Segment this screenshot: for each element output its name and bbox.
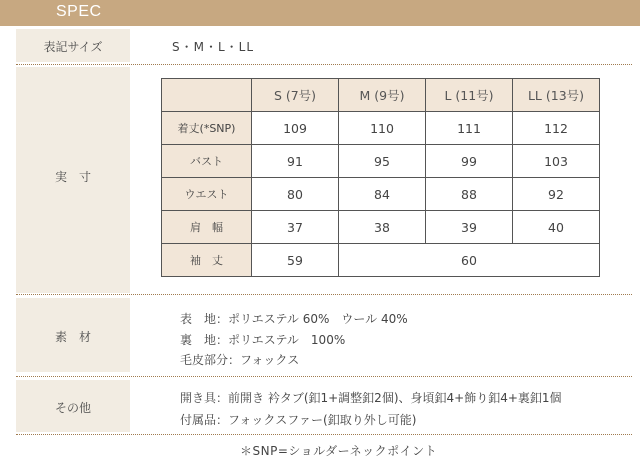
table-cell: 80 <box>252 178 339 211</box>
table-cell: 88 <box>426 178 513 211</box>
table-cell: 103 <box>513 145 600 178</box>
row-header: 着丈(*SNP) <box>162 112 252 145</box>
section-title: SPEC <box>56 3 102 20</box>
table-cell: 59 <box>252 244 339 277</box>
column-header: LL (13号) <box>513 79 600 112</box>
table-cell: 60 <box>339 244 600 277</box>
table-row <box>162 145 600 178</box>
table-cell: 84 <box>339 178 426 211</box>
measurement-table <box>161 78 600 277</box>
table-cell: 39 <box>426 211 513 244</box>
table-cell: 112 <box>513 112 600 145</box>
row-header: バスト <box>162 145 252 178</box>
corner-cell <box>162 79 252 112</box>
other-line: 付属品：フォックスファー(釦取り外し可能) <box>180 413 417 427</box>
table-row <box>162 178 600 211</box>
column-header: S (7号) <box>252 79 339 112</box>
table-cell: 37 <box>252 211 339 244</box>
measurements-label: 実 寸 <box>54 170 91 184</box>
spec-header <box>0 0 640 26</box>
column-header: M (9号) <box>339 79 426 112</box>
other-label: その他 <box>54 401 91 415</box>
other-label-cell <box>16 380 130 432</box>
table-cell: 38 <box>339 211 426 244</box>
table-row <box>162 244 600 277</box>
measurements-label-cell <box>16 67 130 293</box>
table-header-row <box>162 79 600 112</box>
table-cell: 92 <box>513 178 600 211</box>
column-header: L (11号) <box>426 79 513 112</box>
divider <box>16 434 632 435</box>
divider <box>16 294 632 295</box>
sizes-label-cell <box>16 29 130 62</box>
divider <box>16 64 632 65</box>
table-cell: 109 <box>252 112 339 145</box>
material-line: 裏 地：ポリエステル 100% <box>180 333 346 347</box>
divider <box>16 376 632 377</box>
row-header: ウエスト <box>162 178 252 211</box>
other-line: 開き具：前開き 衿タブ(釦1+調整釦2個)、身頃釦4+飾り釦4+裏釦1個 <box>180 391 562 405</box>
material-label: 素 材 <box>54 330 91 344</box>
table-row <box>162 211 600 244</box>
material-label-cell <box>16 298 130 372</box>
table-cell: 95 <box>339 145 426 178</box>
material-line: 毛皮部分：フォックス <box>180 353 300 367</box>
table-row <box>162 112 600 145</box>
table-cell: 91 <box>252 145 339 178</box>
table-cell: 110 <box>339 112 426 145</box>
row-header: 肩 幅 <box>162 211 252 244</box>
table-cell: 40 <box>513 211 600 244</box>
table-cell: 99 <box>426 145 513 178</box>
sizes-label: 表記サイズ <box>43 40 103 54</box>
footnote: ＊SNP=ショルダーネックポイント <box>240 444 438 458</box>
table-cell: 111 <box>426 112 513 145</box>
row-header: 袖 丈 <box>162 244 252 277</box>
sizes-value: S・M・L・LL <box>172 40 255 54</box>
material-line: 表 地：ポリエステル 60% ウール 40% <box>180 312 408 326</box>
